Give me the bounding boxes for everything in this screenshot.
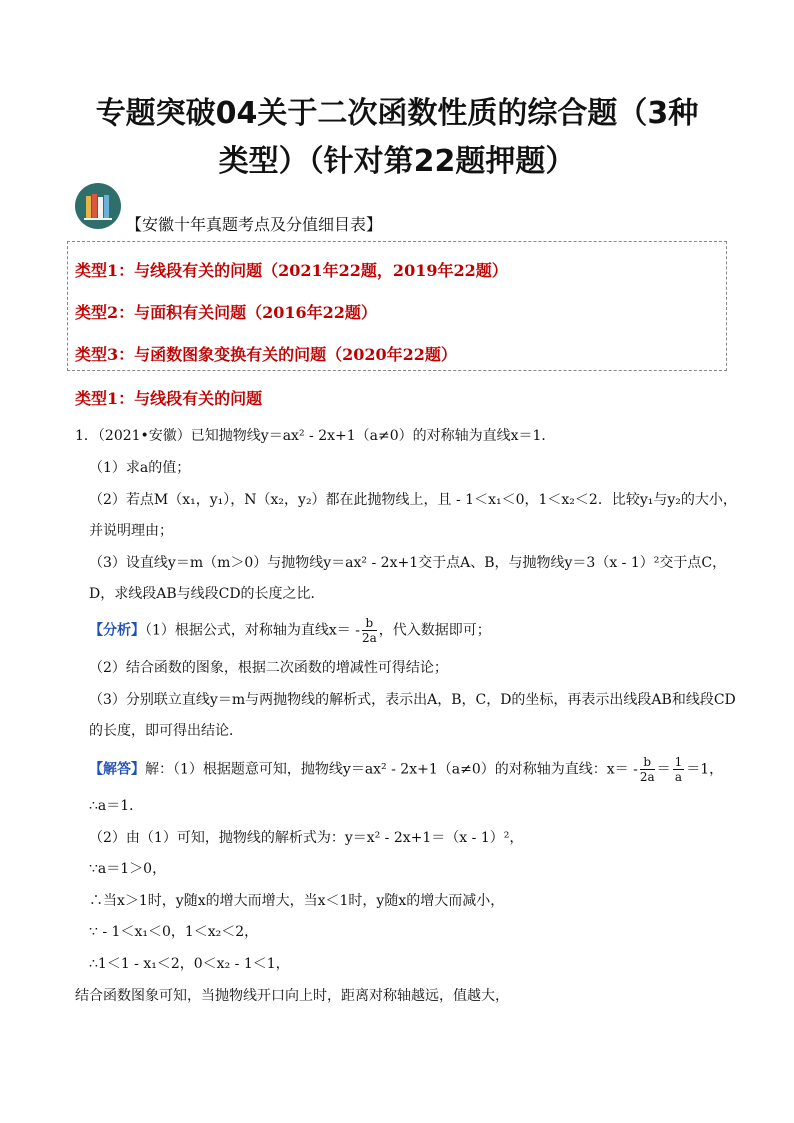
question-1-part-1: （1）求a的值； xyxy=(89,460,191,476)
fraction-numerator: b xyxy=(640,755,655,770)
document-title-line-1: 专题突破04关于二次函数性质的综合题（3种 xyxy=(95,96,699,131)
type-2-label: 类型2：与面积有关问题（2016年22题） xyxy=(75,303,377,322)
analysis-label: 【分析】 xyxy=(89,622,145,639)
question-1-intro: 1．（2021•安徽）已知抛物线y＝ax² - 2x+1（a≠0）的对称轴为直线x＝1． xyxy=(75,428,556,444)
answer-line-8: 结合函数图象可知，当抛物线开口向上时，距离对称轴越远，值越大， xyxy=(75,988,509,1004)
type-1-label: 类型1：与线段有关的问题（2021年22题，2019年22题） xyxy=(75,261,508,280)
answer-text-1-tail: ＝1， xyxy=(686,761,724,778)
analysis-line-2: （2）结合函数的图象，根据二次函数的增减性可得结论； xyxy=(89,660,448,676)
type-3-label: 类型3：与函数图象变换有关的问题（2020年22题） xyxy=(75,345,457,364)
document-title-line-2: 类型）（针对第22题押题） xyxy=(218,144,576,179)
question-1-part-3-cont: D，求线段AB与线段CD的长度之比． xyxy=(89,586,325,602)
answer-line-1 xyxy=(89,755,723,784)
answer-label: 【解答】 xyxy=(89,761,145,778)
question-1-part-2: （2）若点M（x₁，y₁），N（x₂，y₂）都在此抛物线上，且 - 1＜x₁＜0，1＜x₂＜2．比较y₁与y₂的大小， xyxy=(89,492,737,508)
book-logo-icon xyxy=(74,182,122,230)
answer-text-1: 解：（1）根据题意可知，抛物线y＝ax² - 2x+1（a≠0）的对称轴为直线：x＝ - xyxy=(145,761,638,778)
fraction-numerator: 1 xyxy=(674,755,683,769)
answer-line-6: ∵ - 1＜x₁＜0，1＜x₂＜2， xyxy=(89,924,259,940)
fraction-numerator: b xyxy=(362,616,377,631)
fraction-b-over-2a-answer xyxy=(640,755,655,784)
answer-line-7: ∴1＜1 - x₁＜2，0＜x₂ - 1＜1， xyxy=(89,956,290,972)
question-1-part-3: （3）设直线y＝m（m＞0）与抛物线y＝ax² - 2x+1交于点A、B，与抛物线y＝3（x - 1）²交于点C， xyxy=(89,555,727,571)
exam-table-heading: 【安徽十年真题考点及分值细目表】 xyxy=(126,215,383,234)
question-1-part-2-cont: 并说明理由； xyxy=(89,523,173,539)
analysis-line-1 xyxy=(89,616,491,645)
fraction-denominator: 2a xyxy=(639,770,655,784)
answer-equals: ＝ xyxy=(656,761,671,778)
answer-line-3: （2）由（1）可知，抛物线的解析式为：y＝x² - 2x+1＝（x - 1）²， xyxy=(89,830,524,846)
analysis-line-3-cont: 的长度，即可得出结论． xyxy=(89,723,243,739)
fraction-1-over-a xyxy=(673,755,685,784)
analysis-text-1-tail: ，代入数据即可； xyxy=(378,622,491,639)
analysis-text-1: （1）根据公式，对称轴为直线x＝ - xyxy=(145,622,360,639)
section-heading: 类型1：与线段有关的问题 xyxy=(75,389,263,408)
answer-line-2: ∴a＝1． xyxy=(89,798,144,814)
answer-line-5: ∴当x＞1时，y随x的增大而增大，当x＜1时，y随x的增大而减小， xyxy=(89,893,505,909)
fraction-denominator: 2a xyxy=(361,631,377,645)
fraction-denominator: a xyxy=(674,770,682,784)
analysis-line-3: （3）分别联立直线y＝m与两抛物线的解析式，表示出A，B，C，D的坐标，再表示出线段AB和线段CD xyxy=(89,692,736,708)
answer-line-4: ∵a＝1＞0， xyxy=(89,861,167,877)
fraction-b-over-2a xyxy=(362,616,377,645)
